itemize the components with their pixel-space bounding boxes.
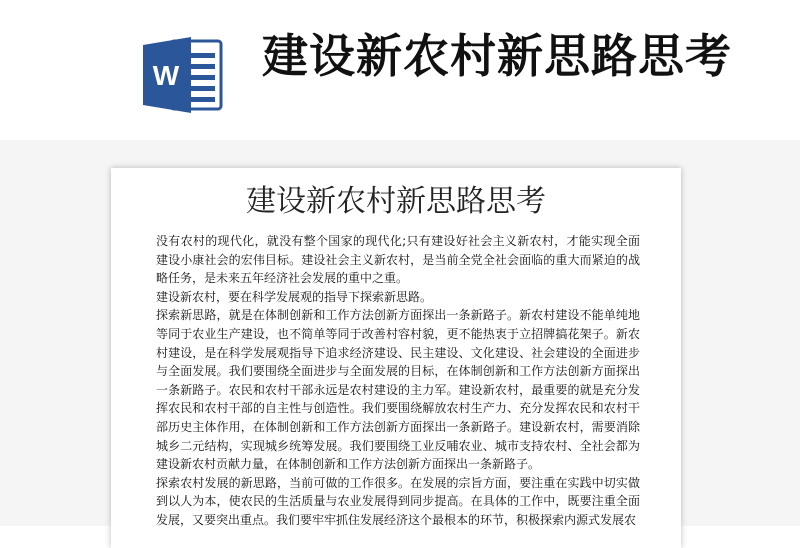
document-page: [111, 168, 681, 548]
document-body: [156, 232, 640, 530]
word-document-icon: [143, 35, 225, 115]
paragraph: 探索新思路，就是在体制创新和工作方法创新方面探出一条新路子。新农村建设不能单纯地等同于农业生产建设，也不简单等同于改善村容村貌，更不能热衷于立招牌搞花架子。新农村建设，是在科学发展观指导下追求经济建设、民主建设、文化建设、社会建设的全面进步与全面发展。我们要围绕全面进步与全面发展的目标，在体制创新和工作方法创新方面探出一条新路子。农民和农村干部永远是农村建设的主力军。建设新农村，最重要的就是充分发挥农民和农村干部的自主性与创造性。我们要围绕解放农村生产力、充分发挥农民和农村干部历史主体作用，在体制创新和工作方法创新方面探出一条新路子。建设新农村，需要消除城乡二元结构，实现城乡统筹发展。我们要围绕工业反哺农业、城市支持农村、全社会都为建设新农村贡献力量，在体制创新和工作方法创新方面探出一条新路子。: [156, 308, 640, 472]
header-banner: [0, 0, 800, 140]
word-icon-letter: W: [152, 60, 180, 91]
paragraph: 建设新农村，要在科学发展观的指导下探索新思路。: [156, 289, 433, 304]
paragraph: 没有农村的现代化，就没有整个国家的现代化;只有建设好社会主义新农村，才能实现全面建设小康社会的宏伟目标。建设社会主义新农村，是当前全党全社会面临的重大而紧迫的战略任务，是未来五年经济社会发展的重中之重。: [156, 234, 640, 286]
document-title: 建设新农村新思路思考: [246, 184, 546, 219]
page-title: 建设新农村新思路思考: [262, 29, 732, 83]
paragraph: 探索农村发展的新思路，当前可做的工作很多。在发展的宗旨方面，要注重在实践中切实做到以人为本，使农民的生活质量与农业发展得到同步提高。在具体的工作中，既要注重全面发展，又要突出重点。我们要牢牢抓住发展经济这个最根本的环节，积极探索内源式发展农: [156, 475, 640, 527]
